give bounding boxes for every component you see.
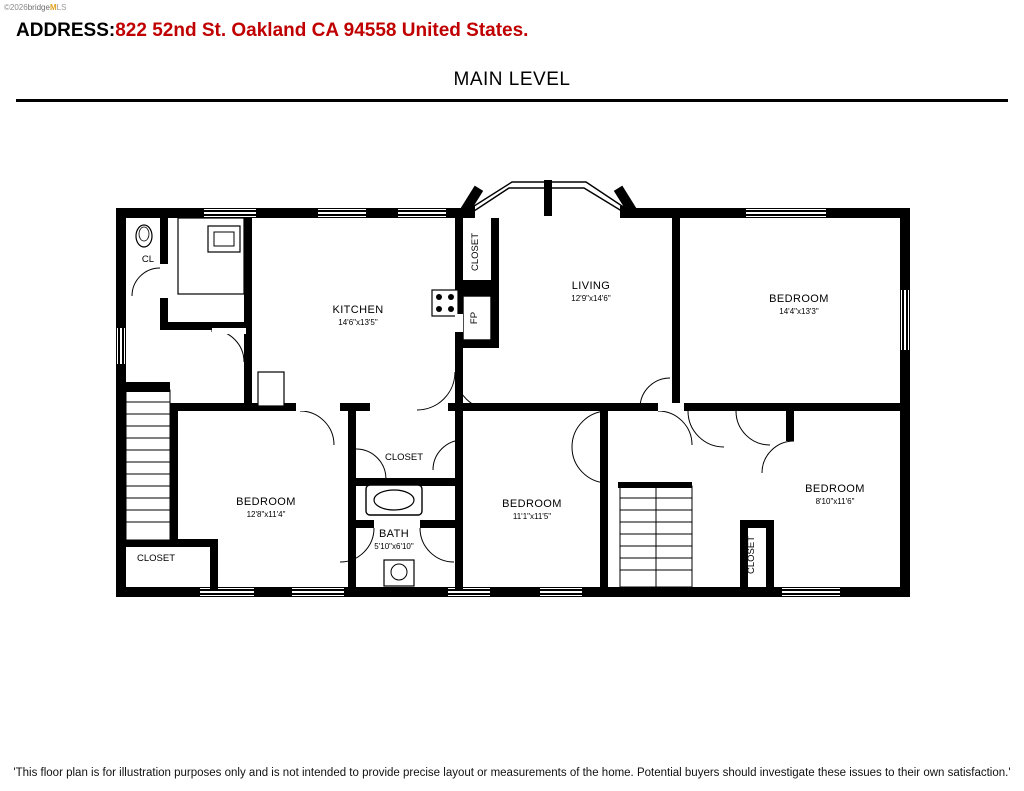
room-label-bath: BATH <box>378 528 410 540</box>
page-title: MAIN LEVEL <box>453 69 571 90</box>
label-closet-left: CLOSET <box>136 553 176 564</box>
powder-room-fixtures <box>136 225 152 247</box>
watermark-brand-ls: LS <box>56 3 67 12</box>
right-exterior-window <box>901 290 909 350</box>
room-dim-bedroom-3: 11'1"x11'5" <box>512 512 552 521</box>
room-dim-bedroom-1: 14'4"x13'3" <box>779 307 819 316</box>
stairs-left <box>126 382 170 540</box>
room-dim-living: 12'9"x14'6" <box>571 294 611 303</box>
room-dim-kitchen: 14'6"x13'5" <box>338 318 378 327</box>
room-label-bedroom-2: BEDROOM <box>236 496 296 508</box>
address-value: 822 52nd St. Oakland CA 94558 United States. <box>115 20 529 41</box>
left-exterior-window <box>117 328 125 364</box>
watermark-brand-m: M <box>49 3 57 12</box>
label-cl: CL <box>141 254 155 265</box>
label-closet-stair: CLOSET <box>746 535 757 575</box>
address-label: ADDRESS: <box>16 20 116 41</box>
kitchen-fixtures <box>178 218 458 406</box>
label-fp: FP <box>469 311 480 325</box>
room-label-bedroom-4: BEDROOM <box>805 483 865 495</box>
room-dim-bedroom-2: 12'8"x11'4" <box>246 510 286 519</box>
room-label-living: LIVING <box>571 280 611 292</box>
disclaimer-text: 'This floor plan is for illustration purposes only and is not intended to provide precise layout or measurements of the home. Potential buyers should investigate these issues to their own satisfaction.' <box>13 767 1011 779</box>
room-dim-bath: 5'10"x6'10" <box>374 542 414 551</box>
room-label-bedroom-3: BEDROOM <box>502 498 562 510</box>
label-closet-kitchen: CLOSET <box>470 232 481 272</box>
watermark-copyright: ©2026 <box>4 3 28 12</box>
room-label-kitchen: KITCHEN <box>332 304 384 316</box>
room-label-bedroom-1: BEDROOM <box>769 293 829 305</box>
bay-window <box>459 180 673 218</box>
stairs-center <box>618 482 692 587</box>
label-closet-center: CLOSET <box>384 452 424 463</box>
watermark-brand-bridge: bridge <box>27 3 50 12</box>
room-dim-bedroom-4: 8'10"x11'6" <box>815 497 855 506</box>
